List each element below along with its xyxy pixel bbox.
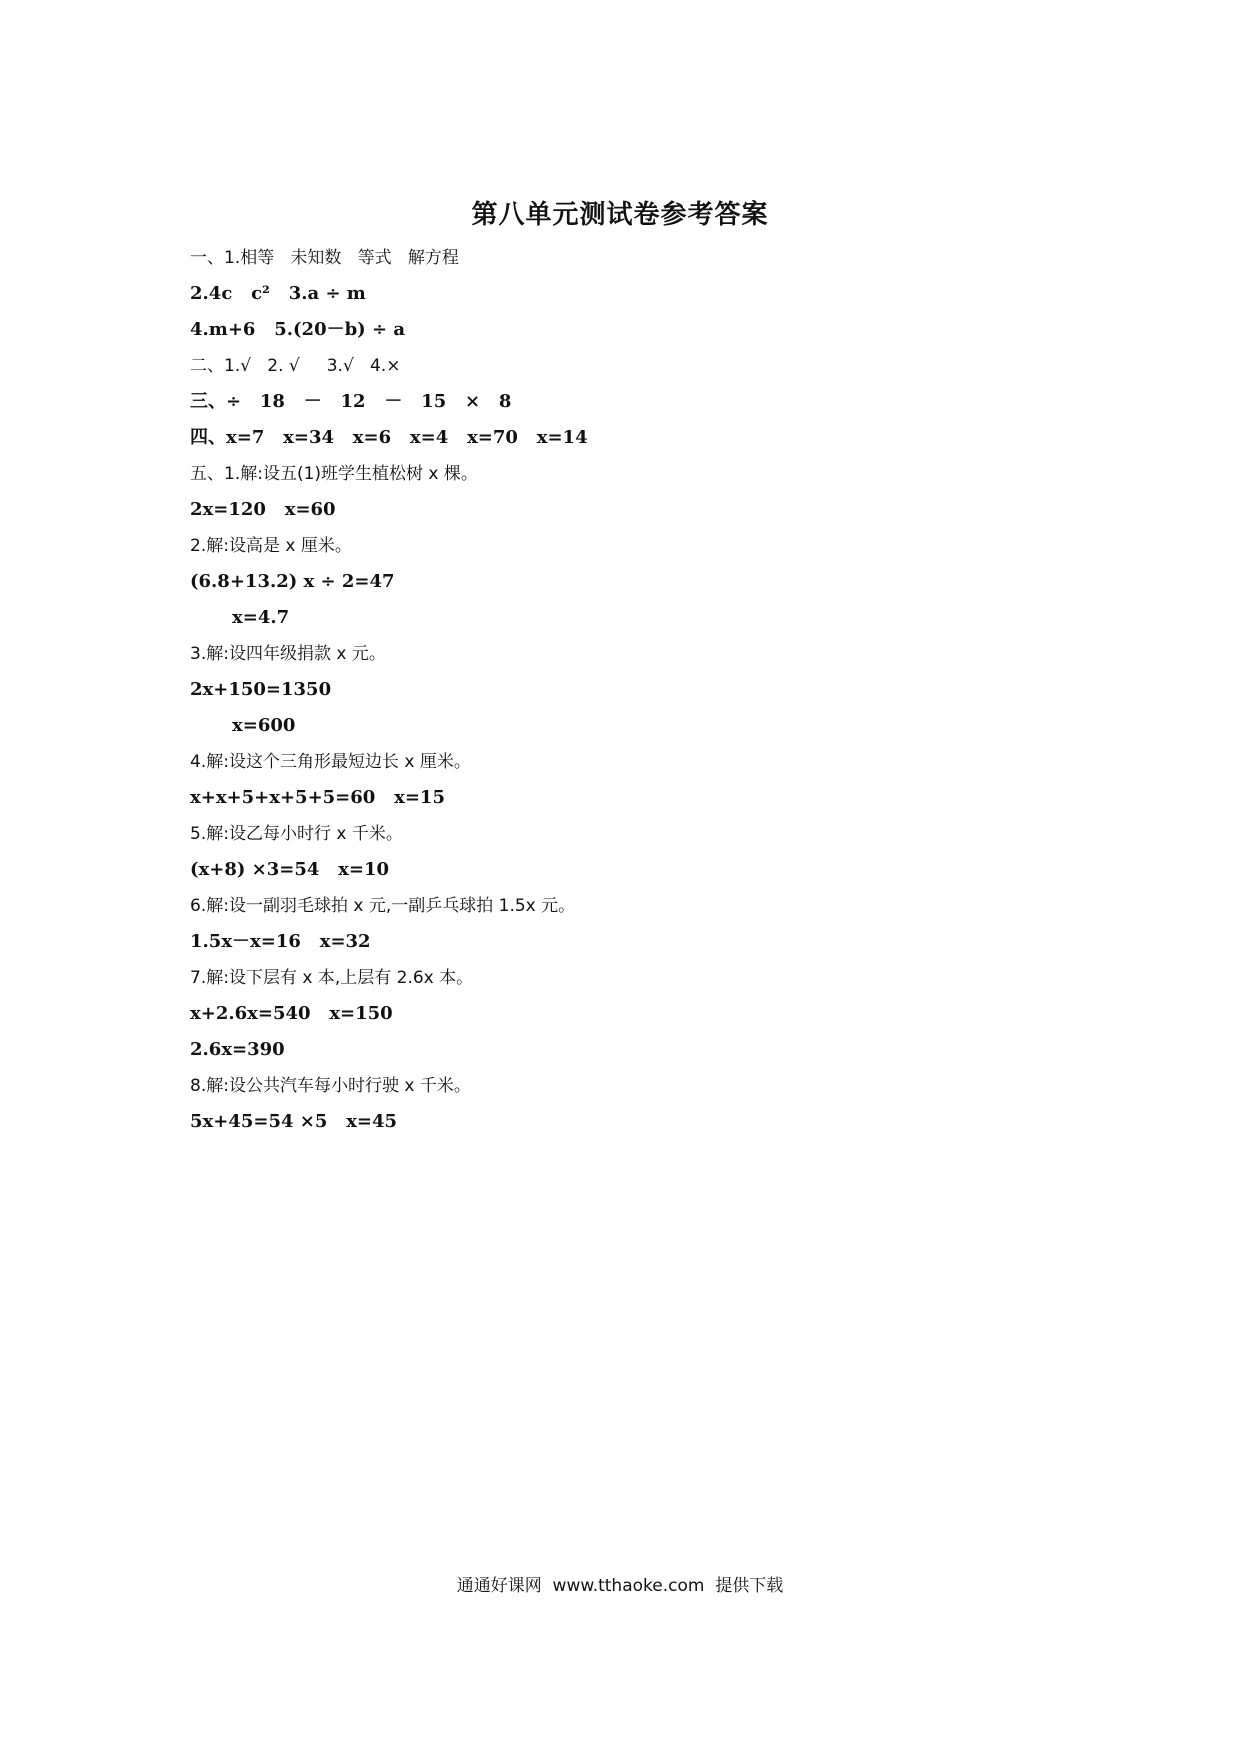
answer-line: (6.8+13.2) x ÷ 2=47 — [190, 571, 395, 592]
answer-line: 2x=120 x=60 — [190, 499, 336, 520]
answer-line: 一、1.相等 未知数 等式 解方程 — [190, 248, 459, 268]
answer-line: 5.解:设乙每小时行 x 千米。 — [190, 824, 403, 844]
answer-line: 2.4c c² 3.a ÷ m — [190, 283, 366, 304]
answer-line: 2x+150=1350 — [190, 679, 332, 700]
answer-line: 7.解:设下层有 x 本,上层有 2.6x 本。 — [190, 968, 474, 988]
answer-line: 五、1.解:设五(1)班学生植松树 x 棵。 — [190, 464, 478, 484]
footer-source: 通通好课网 www.tthaoke.com 提供下载 — [456, 1576, 784, 1596]
answer-line: 3.解:设四年级捐款 x 元。 — [190, 644, 386, 664]
answer-line: 5x+45=54 ×5 x=45 — [190, 1111, 398, 1132]
answer-line: x+2.6x=540 x=150 — [190, 1003, 393, 1024]
answer-line: 4.解:设这个三角形最短边长 x 厘米。 — [190, 752, 471, 772]
answer-line: 2.6x=390 — [190, 1039, 285, 1060]
answer-line: 二、1.√ 2. √ 3.√ 4.× — [190, 356, 401, 376]
answer-line: 6.解:设一副羽毛球拍 x 元,一副乒乓球拍 1.5x 元。 — [190, 896, 576, 916]
page-title: 第八单元测试卷参考答案 — [471, 200, 769, 230]
answer-line: 1.5x－x=16 x=32 — [190, 931, 371, 952]
answer-line: 四、x=7 x=34 x=6 x=4 x=70 x=14 — [190, 427, 588, 448]
answer-list — [190, 240, 1090, 1140]
answer-line: 4.m+6 5.(20－b) ÷ a — [190, 319, 405, 340]
answer-line: 三、÷ 18 － 12 － 15 × 8 — [190, 391, 512, 412]
answer-line: x=4.7 — [232, 607, 290, 628]
answer-line: (x+8) ×3=54 x=10 — [190, 859, 390, 880]
answer-line: x=600 — [232, 715, 296, 736]
answer-line: x+x+5+x+5+5=60 x=15 — [190, 787, 445, 808]
answer-line: 8.解:设公共汽车每小时行驶 x 千米。 — [190, 1076, 471, 1096]
answer-line: 2.解:设高是 x 厘米。 — [190, 536, 352, 556]
